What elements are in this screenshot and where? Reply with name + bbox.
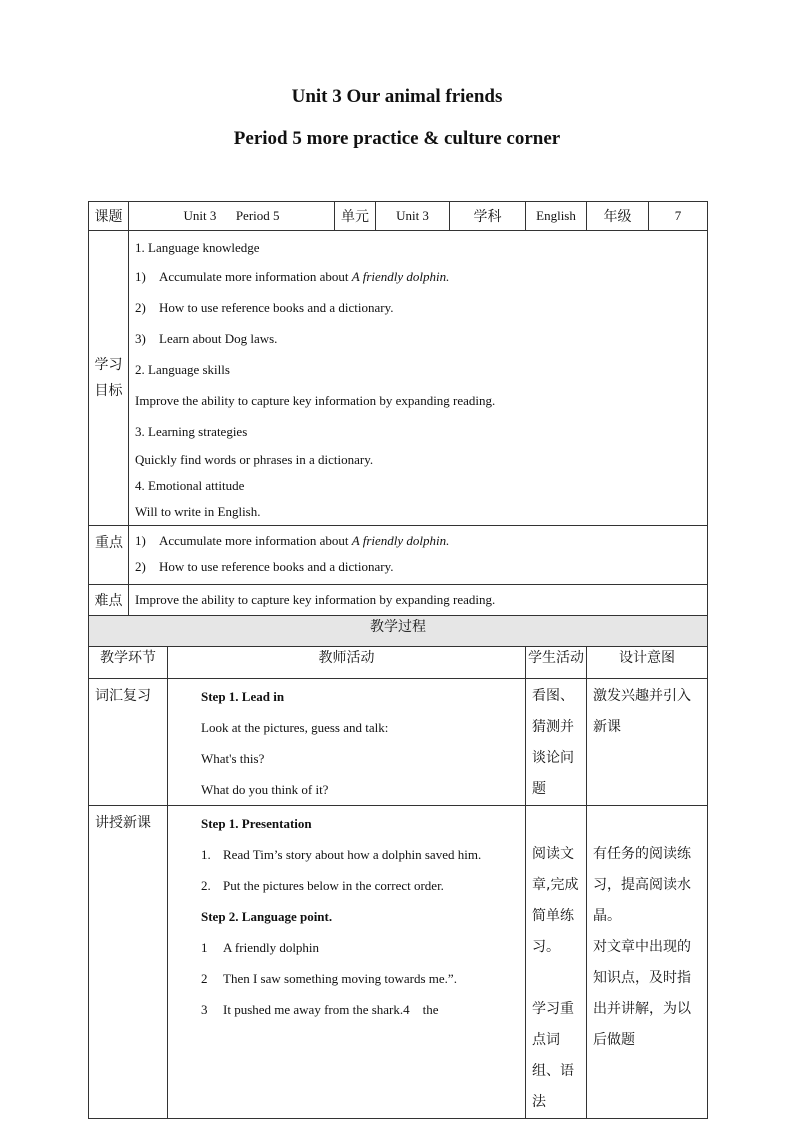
objective-item: Quickly find words or phrases in a dictionary. bbox=[135, 452, 374, 467]
objectives-row bbox=[89, 231, 708, 526]
subject-label: 学科 bbox=[450, 202, 526, 231]
design-intent: 激发兴趣并引入新课 bbox=[587, 679, 708, 806]
col-stage: 教学环节 bbox=[89, 647, 168, 679]
objective-heading: 3. Learning strategies bbox=[135, 424, 248, 439]
key-points-row bbox=[89, 526, 708, 585]
objective-heading: 1. Language knowledge bbox=[135, 240, 260, 255]
objective-item: 2) How to use reference books and a dictionary. bbox=[135, 300, 394, 315]
objective-item: Will to write in English. bbox=[135, 504, 261, 519]
col-design: 设计意图 bbox=[587, 647, 708, 679]
stage-cell: 讲授新课 bbox=[89, 806, 168, 1119]
language-point: 2 Then I saw something moving towards me.”. bbox=[201, 971, 457, 986]
objective-item: 3) Learn about Dog laws. bbox=[135, 331, 278, 346]
objectives-content bbox=[129, 231, 708, 526]
objective-item: 1) Accumulate more information about A friendly dolphin. bbox=[135, 269, 450, 284]
activity-item: 2. Put the pictures below in the correct order. bbox=[201, 878, 444, 893]
topic-value: Unit 3 Period 5 bbox=[129, 202, 335, 231]
document-subtitle: Period 5 more practice & culture corner bbox=[233, 128, 561, 149]
student-activity: 看图、猜测并谈论问题 bbox=[526, 679, 587, 806]
stage-cell: 词汇复习 bbox=[89, 679, 168, 806]
process-header-row bbox=[89, 616, 708, 647]
key-point-item: 1) Accumulate more information about A friendly dolphin. bbox=[135, 533, 450, 548]
grade-value: 7 bbox=[649, 202, 708, 231]
grade-label: 年级 bbox=[587, 202, 649, 231]
step-heading: Step 2. Language point. bbox=[201, 909, 333, 924]
teacher-activity bbox=[168, 806, 526, 1119]
key-points-label: 重点 bbox=[89, 526, 129, 585]
objective-item: Improve the ability to capture key information by expanding reading. bbox=[135, 393, 496, 408]
teacher-activity bbox=[168, 679, 526, 806]
difficult-points-text: Improve the ability to capture key information by expanding reading. bbox=[129, 585, 708, 616]
process-row bbox=[89, 806, 708, 1119]
col-student: 学生活动 bbox=[526, 647, 587, 679]
student-activity-text: 阅读文章,完成简单练习。 bbox=[532, 846, 579, 955]
design-intent-text: 对文章中出现的知识点，及时指出并讲解，为以后做题 bbox=[593, 939, 692, 1048]
process-header: 教学过程 bbox=[89, 616, 708, 647]
process-columns-row bbox=[89, 647, 708, 679]
process-row bbox=[89, 679, 708, 806]
activity-item: 1. Read Tim’s story about how a dolphin saved him. bbox=[201, 847, 482, 862]
design-intent bbox=[587, 806, 708, 1119]
topic-label: 课题 bbox=[89, 202, 129, 231]
language-point: 3 It pushed me away from the shark.4 the bbox=[201, 1002, 439, 1017]
difficult-points-row bbox=[89, 585, 708, 616]
language-point: 1 A friendly dolphin bbox=[201, 940, 320, 955]
difficult-points-label: 难点 bbox=[89, 585, 129, 616]
key-points-content bbox=[129, 526, 708, 585]
lesson-plan-table bbox=[88, 201, 708, 1119]
activity-line: What do you think of it? bbox=[201, 782, 329, 797]
design-intent-text: 有任务的阅读练习，提高阅读水晶。 bbox=[593, 846, 692, 924]
subject-value: English bbox=[526, 202, 587, 231]
student-activity bbox=[526, 806, 587, 1119]
objectives-label: 学习 目标 bbox=[89, 231, 129, 526]
col-teacher: 教师活动 bbox=[168, 647, 526, 679]
activity-line: Look at the pictures, guess and talk: bbox=[201, 720, 389, 735]
step-heading: Step 1. Lead in bbox=[201, 689, 285, 704]
objective-heading: 4. Emotional attitude bbox=[135, 478, 245, 493]
unit-value: Unit 3 bbox=[376, 202, 450, 231]
info-row bbox=[89, 202, 708, 231]
unit-label: 单元 bbox=[335, 202, 376, 231]
student-activity-text: 学习重点词组、语法 bbox=[532, 1001, 574, 1110]
document-title: Unit 3 Our animal friends bbox=[291, 86, 503, 107]
step-heading: Step 1. Presentation bbox=[201, 816, 312, 831]
key-point-item: 2) How to use reference books and a dictionary. bbox=[135, 559, 394, 574]
activity-line: What's this? bbox=[201, 751, 265, 766]
objective-heading: 2. Language skills bbox=[135, 362, 230, 377]
